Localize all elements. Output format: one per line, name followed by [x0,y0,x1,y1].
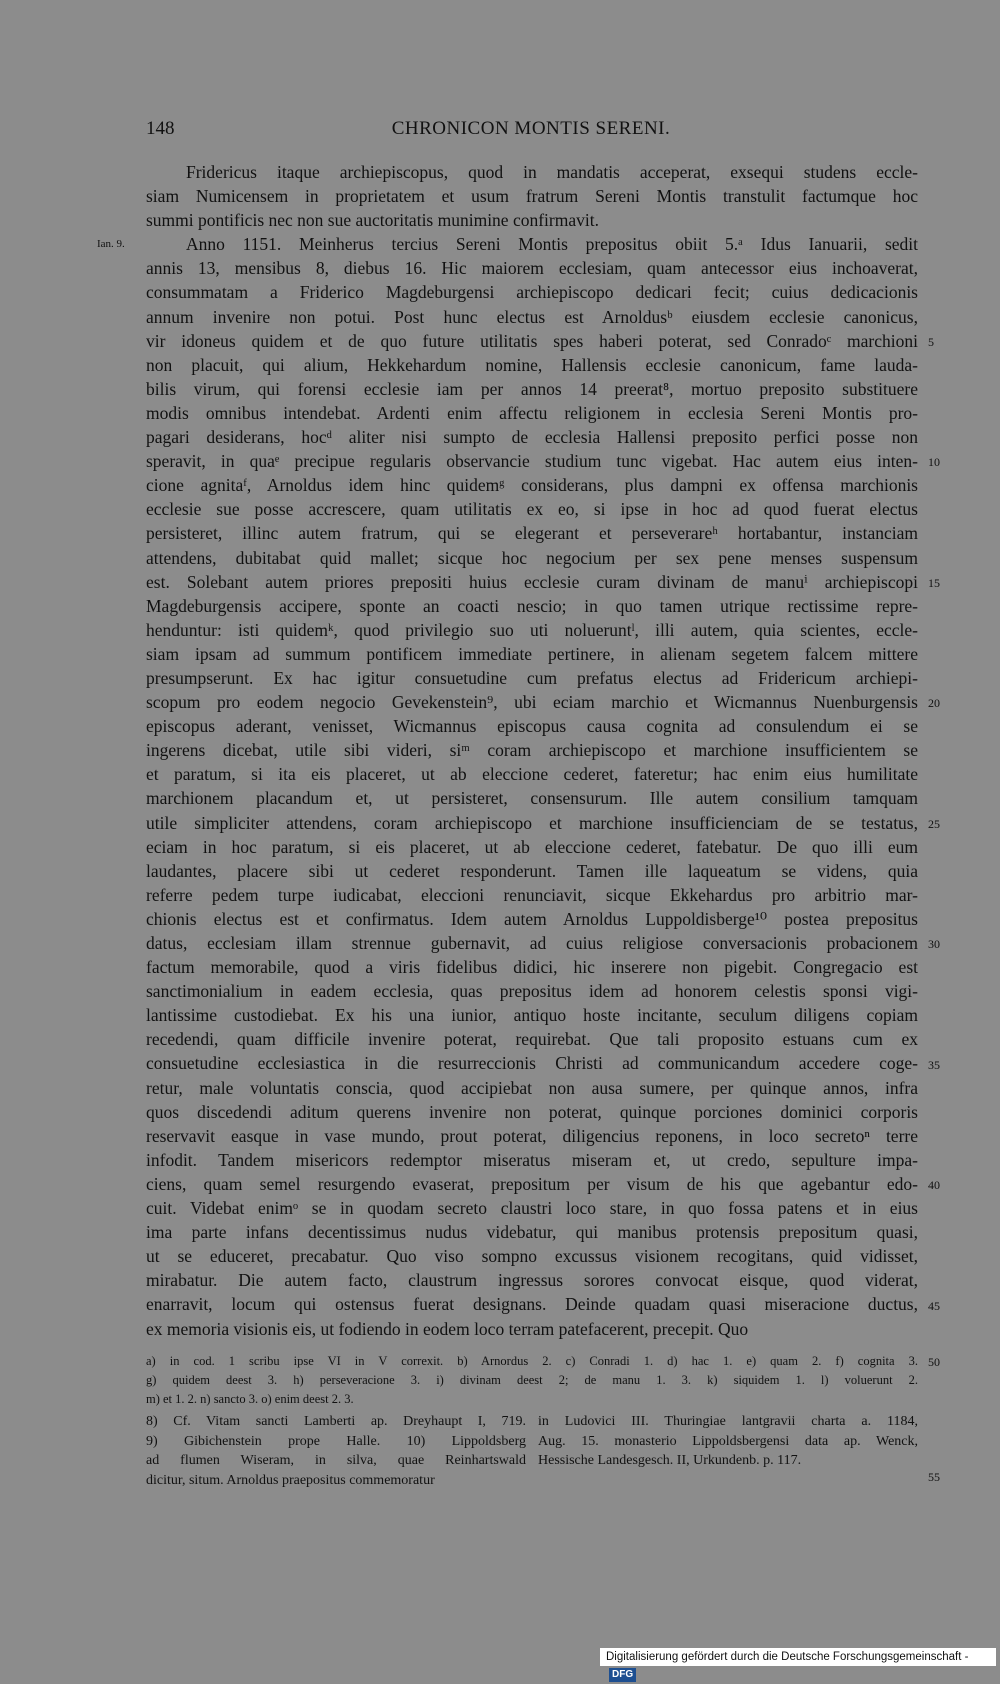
apparatus-line: g) quidem deest 3. h) perseveracione 3. i) divinam deest 2; de manu 1. 3. k) siquidem 1. l) voluerunt 2. [146,1373,918,1387]
text-line: bilis virum, qui forensi ecclesie iam per annos 14 preerat⁸, mortuo preposito substituere [146,378,918,399]
footnote-line: ad flumen Wiseram, in silva, quae Reinhartswald [146,1453,526,1468]
line-number: 25 [928,816,940,831]
text-line: ecclesie sue posse accrescere, quam utilitatis ex eo, si ipse in hoc ad quod fuerat electus [146,499,918,520]
text-line: siam ipsam ad summum pontificem immediate pertinere, in alienam segetem falcem mittere [146,643,918,664]
line-number: 40 [928,1178,940,1193]
footnote-line: 8) Cf. Vitam sancti Lamberti ap. Dreyhaupt I, 719. [146,1414,526,1429]
text-line: mirabatur. Die autem facto, claustrum ingressus sorores convocat eisque, quod viderat, [146,1270,918,1291]
text-line: Magdeburgensis accipere, sponte an coacti nescio; in quo tamen utrique rectissime repre- [146,595,918,616]
text-line: cione agnitaᶠ, Arnoldus idem hinc quidemᵍ considerans, plus dampni ex offensa marchionis [146,475,918,496]
text-line: quos discedendi aditum querens invenire non poterat, quinque porciones dominici corporis [146,1101,918,1122]
line-number: 30 [928,937,940,952]
line-number: 35 [928,1057,940,1072]
line-number: 10 [928,455,940,470]
footnote-line: Aug. 15. monasterio Lippoldsbergensi data ap. Wenck, [538,1433,918,1449]
text-line: cuit. Videbat enimᵒ se in quodam secreto claustri loco stare, in quo fossa patens et in eius [146,1198,918,1219]
text-line: factum memorabile, quod a viris fidelibus didici, hic inserere non pigebit. Congregacio est [146,957,918,978]
text-line: attendens, dubitabat quid mallet; sicque hoc negocium per sex pene menses suspensum [146,547,918,568]
text-line: referre pedem turpe iudicabat, eleccioni renunciavit, sicque Ekkehardus pro arbitrio mar- [146,884,918,905]
text-line: persisteret, illinc autem fratrum, qui se elegerant et perseverareʰ hortabantur, instanciam [146,523,918,544]
text-line: scopum pro eodem negocio Gevekenstein⁹, ubi eciam marchio et Wicmannus Nuenburgensis [146,692,918,713]
apparatus-line: m) et 1. 2. n) sancto 3. o) enim deest 2. 3. [146,1392,354,1406]
text-line: episcopus aderant, venisset, Wicmannus episcopus causa cognita ad consulendum ei se [146,716,918,737]
text-line: ciens, quam semel resurgendo evaserat, prepositum per visum de his que agebantur edo- [146,1173,918,1194]
page-number: 148 [146,118,175,139]
text-line: est. Solebant autem priores prepositi huius ecclesie curam divinam de manuⁱ archiepiscopi [146,571,918,592]
text-line: utile simpliciter attendens, coram archiepiscopo et marchione insufficienciam de se testatus, [146,812,918,833]
footnotes-left-column [146,1412,526,1490]
footnote-line: dicitur, situm. Arnoldus praepositus commemoratur [146,1472,435,1488]
text-line: modis omnibus intendebat. Ardenti enim affectu religionem in ecclesia Sereni Montis pro- [146,402,918,423]
line-number: 15 [928,575,940,590]
footnote-line: 9) Gibichenstein prope Halle. 10) Lippoldsberg [146,1433,526,1449]
apparatus-line: a) in cod. 1 scribu ipse VI in V correxit. b) Arnordus 2. c) Conradi 1. d) hac 1. e) quam 2. f) cognita 3. [146,1354,918,1368]
text-line: sanctimonialium in eadem ecclesia, quas prepositus idem ad honorem celestis sponsi vigi- [146,981,918,1002]
text-line: ima parte infans decentissimus nudus videbatur, qui manibus protensis prepositum quasi, [146,1222,918,1243]
text-line: ingerens dicebat, utile sibi videri, siᵐ coram archiepiscopo et marchione insufficientem se [146,740,918,761]
text-line: eciam in hoc paratum, si eis placeret, ut ab eleccione cederet, fatebatur. De quo illi eum [146,836,918,857]
line-number-apparatus: 50 [928,1355,940,1369]
text-line: et paratum, si ita eis placeret, ut ab eleccione cederet, fateretur; hac enim eius humilitate [146,764,918,785]
text-line: marchionem placandum et, ut persisteret, consensurum. Ille autem consilium tamquam [146,788,918,809]
credit-text: Digitalisierung gefördert durch die Deutsche Forschungsgemeinschaft - [606,1651,969,1663]
text-line: recedendi, quam difficile invenire poterat, requirebat. Que tali proposito estuans cum ex [146,1029,918,1050]
page-header [146,118,916,148]
text-line: annis 13, mensibus 8, diebus 16. Hic maiorem ecclesiam, quam antecessor eius inchoaverat, [146,258,918,279]
text-line: lantissime custodiebat. Ex his una iunior, antiquo hoste incitante, seculum diligens copiam [146,1005,918,1026]
text-line: speravit, in quaᵉ precipue regularis observancie studium tunc vigebat. Hac autem eius inten- [146,451,918,472]
margin-date-note: Ian. 9. [97,238,125,251]
text-line: retur, male voluntatis conscia, quod accipiebat non ausa sumere, per quinque annos, infra [146,1077,918,1098]
dfg-logo: DFG [609,1668,636,1682]
text-line: non placuit, qui alium, Hekkehardum nomine, Hallensis ecclesie canonicum, fame lauda- [146,354,918,375]
text-line: Anno 1151. Meinherus tercius Sereni Montis prepositus obiit 5.ᵃ Idus Ianuarii, sedit [186,234,918,255]
text-line: presumpserunt. Ex hac igitur consuetudine cum prefatus electus ad Fridericum archiepi- [146,667,918,688]
text-line: ex memoria visionis eis, ut fodiendo in eodem loco terram patefacerent, precepit. Quo [146,1318,749,1339]
text-line: infodit. Tandem misericors redemptor miseratus miseram et, ut credo, sepulture impa- [146,1149,918,1170]
main-text [146,160,918,1341]
footnotes-right-column [538,1412,918,1471]
text-line: datus, ecclesiam illam strennue gubernavit, ad cuius religiose conversacionis probacionem [146,933,918,953]
line-number: 5 [928,334,934,349]
text-line: henduntur: isti quidemᵏ, quod privilegio suo uti nolueruntˡ, illi autem, quia scientes, eccle- [146,619,918,640]
text-line: summi pontificis nec non sue auctoritatis munimine confirmavit. [146,210,599,231]
text-line: reservavit easque in vase mundo, prout poterat, diligencius reponens, in loco secretoⁿ terre [146,1125,918,1146]
digitization-credit [600,1648,996,1680]
text-line: enarravit, locum qui ostensus fuerat designans. Deinde quadam quasi miseracione ductus, [146,1294,918,1315]
running-title: CHRONICON MONTIS SERENI. [391,118,671,139]
text-line: pagari desiderans, hocᵈ aliter nisi sumpto de ecclesia Hallensi preposito perfici posse non [146,427,918,448]
text-line: laudantes, placere sibi ut cederet responderunt. Tamen ille laqueatum se videns, quia [146,860,918,881]
line-number: 20 [928,696,940,711]
text-line: ut se educeret, precabatur. Quo viso sompno excussus visionem recogitans, quid vidisset, [146,1246,918,1267]
critical-apparatus [146,1352,918,1409]
text-line: consuetudine ecclesiastica in die resurreccionis Christi ad communicandum accedere coge- [146,1053,918,1074]
footnote-line: in Ludovici III. Thuringiae lantgravii charta a. 1184, [538,1414,918,1429]
text-line: chionis electus est et confirmatus. Idem autem Arnoldus Luppoldisberge¹⁰ postea prepositus [146,908,918,929]
footnote-line: Hessische Landesgesch. II, Urkundenb. p. 117. [538,1453,802,1468]
text-line: vir idoneus quidem et de quo future utilitatis spes haberi poterat, sed Conradoᶜ marchioni [146,330,918,351]
text-line: annum invenire non potui. Post hunc electus est Arnoldusᵇ eiusdem ecclesie canonicus, [146,306,918,327]
text-line: Fridericus itaque archiepiscopus, quod in mandatis acceperat, exsequi studens eccle- [186,162,918,182]
text-line: siam Numicensem in proprietatem et usum fratrum Sereni Montis transtulit factumque hoc [146,186,918,207]
line-number-footnotes: 55 [928,1470,940,1484]
text-line: consummatam a Friderico Magdeburgensi archiepiscopo dedicari fecit; cuius dedicacionis [146,282,918,303]
line-number: 45 [928,1298,940,1313]
